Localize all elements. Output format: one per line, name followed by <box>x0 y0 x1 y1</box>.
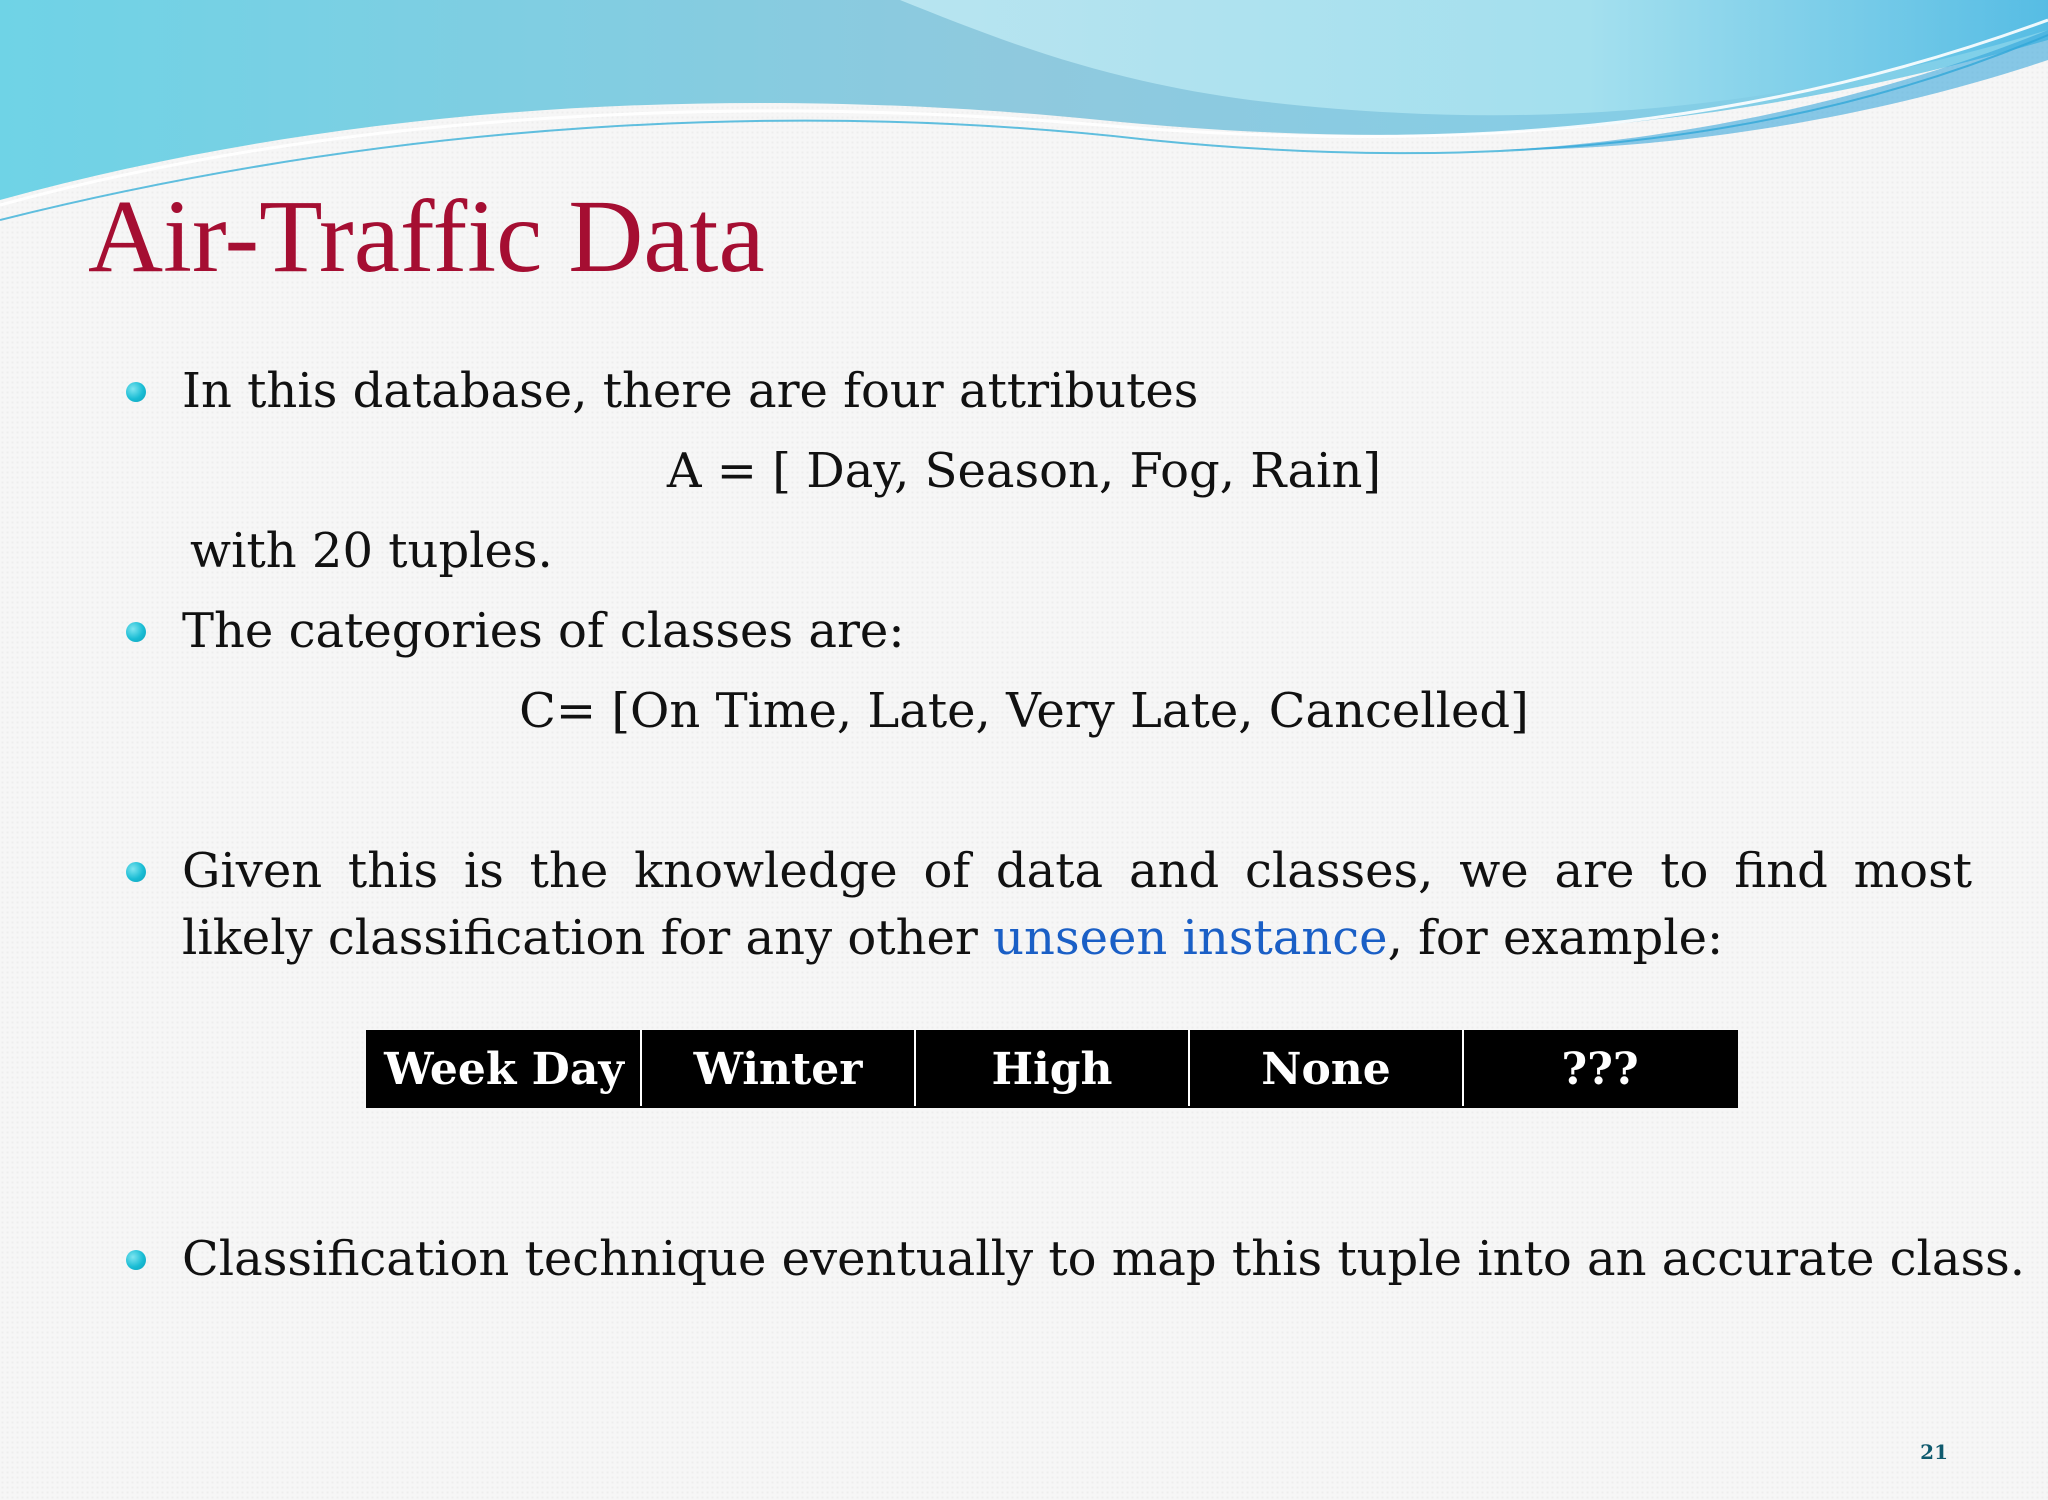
example-tuple-table <box>366 1030 1738 1108</box>
bullet-text-classes: The categories of classes are: <box>182 603 905 659</box>
classes-formula: C= [On Time, Late, Very Late, Cancelled] <box>519 683 1529 739</box>
tuples-count-text: with 20 tuples. <box>190 523 553 579</box>
unseen-instance-highlight: unseen instance <box>993 910 1388 967</box>
bullet-text-attributes: In this database, there are four attributes <box>182 363 1199 419</box>
bullet-dot-2 <box>126 622 146 642</box>
table-row <box>367 1031 1737 1107</box>
para-text-before: Given this is the knowledge of data and classes, we are to find most likely classification for any other <box>182 843 1972 967</box>
table-cell-season: Winter <box>641 1031 915 1107</box>
page-number: 21 <box>1920 1440 1948 1464</box>
table-cell-class-unknown: ??? <box>1463 1031 1737 1107</box>
bullet-dot-4 <box>126 1250 146 1270</box>
attributes-formula: A = [ Day, Season, Fog, Rain] <box>666 443 1382 499</box>
bullet-text-unseen-instance <box>182 838 1972 972</box>
bullet-text-classification: Classification technique eventually to map this tuple into an accurate class. <box>182 1231 2025 1287</box>
bullet-dot-1 <box>126 382 146 402</box>
table-cell-rain: None <box>1189 1031 1463 1107</box>
para-text-after: , for example: <box>1387 910 1724 967</box>
table-cell-fog: High <box>915 1031 1189 1107</box>
table-cell-day: Week Day <box>367 1031 641 1107</box>
slide-title: Air-Traffic Data <box>88 179 765 294</box>
bullet-dot-3 <box>126 862 146 882</box>
